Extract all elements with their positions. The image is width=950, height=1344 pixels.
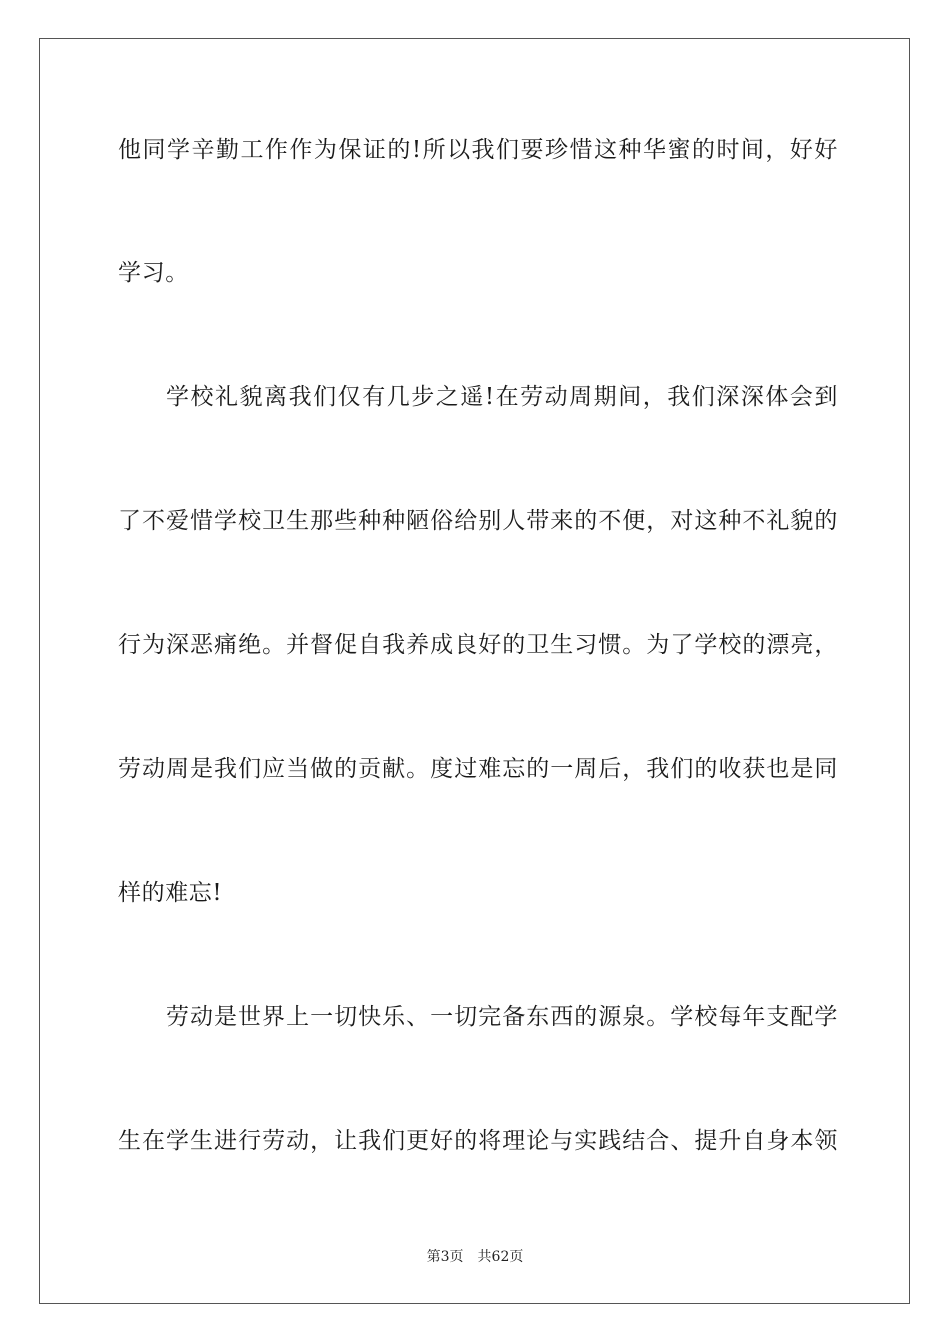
text-line: 行为深恶痛绝。并督促自我养成良好的卫生习惯。为了学校的漂亮，: [118, 632, 838, 658]
text-line-paragraph-start: 劳动是世界上一切快乐、一切完备东西的源泉。学校每年支配学: [166, 1004, 838, 1030]
page-frame: [39, 38, 910, 1304]
text-line: 了不爱惜学校卫生那些种种陋俗给别人带来的不便，对这种不礼貌的: [118, 508, 838, 534]
text-line: 劳动周是我们应当做的贡献。度过难忘的一周后，我们的收获也是同: [118, 756, 838, 782]
page-footer: [0, 1248, 950, 1266]
page-number: 第3页: [426, 1249, 464, 1265]
text-line: 生在学生进行劳动，让我们更好的将理论与实践结合、提升自身本领: [118, 1128, 838, 1154]
text-line: 学习。: [118, 260, 189, 286]
page-total: 共62页: [477, 1249, 524, 1265]
text-line-paragraph-start: 学校礼貌离我们仅有几步之遥!在劳动周期间，我们深深体会到: [166, 384, 838, 410]
text-line: 他同学辛勤工作作为保证的!所以我们要珍惜这种华蜜的时间，好好: [118, 137, 838, 163]
text-line: 样的难忘!: [118, 880, 223, 906]
